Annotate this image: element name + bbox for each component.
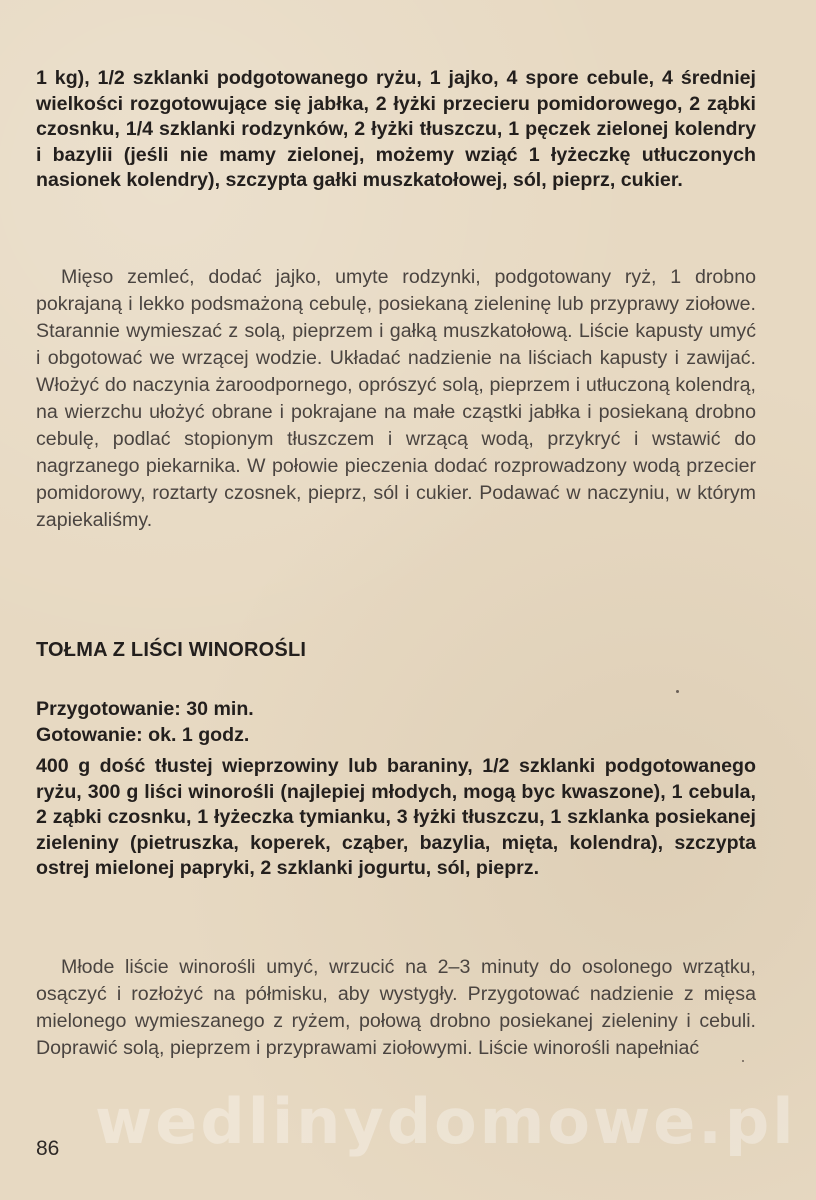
watermark: wedlinydomowe.pl: [95, 1085, 797, 1158]
ingredients-paragraph: 400 g dość tłustej wieprzowiny lub baraniny, 1/2 szklanki podgotowanego ryżu, 300 g liści winorośli (najlepiej młodych, mogą byc kwaszone), 1 cebula, 2 ząbki czosnku, 1 łyżeczka tymianku, 3 łyżki tłuszczu, 1 szklanka posiekanej zieleniny (pietruszka, koperek, cząber, bazylia, mięta, kolendra), szczypta ostrej mielonej papryki, 2 szklanki jogurtu, sól, pieprz.: [36, 755, 756, 879]
preparation-method-paragraph: Mięso zemleć, dodać jajko, umyte rodzynki, podgotowany ryż, 1 drobno pokrajaną i lekko podsmażoną cebulę, posiekaną zieleninę lub przyprawy ziołowe. Starannie wymieszać z solą, pieprzem i gałką muszkatołową. Liście kapusty umyć i obgotować we wrzącej wodzie. Układać nadzienie na liściach kapusty i zawijać. Włożyć do naczynia żaroodpornego, oprószyć solą, pieprzem i utłuczoną kolendrą, na wierzchu ułożyć obrane i pokrajane na małe cząstki jabłka i posiekaną drobno cebulę, podlać stopionym tłuszczem i wrzącą wodą, przykryć i wstawić do nagrzanego piekarnika. W połowie pieczenia dodać rozprowadzony wodą przecier pomidorowy, roztarty czosnek, pieprz, sól i cukier. Podawać w naczyniu, w którym zapiekaliśmy.: [36, 266, 756, 531]
recipe-title: TOŁMA Z LIŚCI WINOROŚLI: [36, 639, 307, 661]
paper-speck: [676, 690, 679, 693]
page-number: 86: [36, 1137, 60, 1160]
ingredients-continued-paragraph: 1 kg), 1/2 szklanki podgotowanego ryżu, 1 jajko, 4 spore cebule, 4 średniej wielkości rozgotowujące się jabłka, 2 łyżki przecieru pomidorowego, 2 ząbki czosnku, 1/4 szklanki rodzynków, 2 łyżki tłuszczu, 1 pęczek zielonej kolendry i bazylii (jeśli nie mamy zielonej, możemy wziąć 1 łyżeczkę utłuczonych nasionek kolendry), szczypta gałki muszkatołowej, sól, pieprz, cukier.: [36, 67, 756, 191]
cook-time: Gotowanie: ok. 1 godz.: [36, 723, 250, 746]
paper-speck: [742, 1060, 744, 1062]
preparation-method-paragraph-2: Młode liście winorośli umyć, wrzucić na 2–3 minuty do osolonego wrzątku, osączyć i rozłożyć na półmisku, aby wystygły. Przygotować nadzienie z mięsa mielonego wymieszanego z ryżem, połową drobno posiekanej zieleniny i cebuli. Doprawić solą, pieprzem i przyprawami ziołowymi. Liście winorośli napełniać: [36, 956, 756, 1059]
recipe-time-info: [36, 697, 756, 748]
prep-time: Przygotowanie: 30 min.: [36, 698, 254, 720]
